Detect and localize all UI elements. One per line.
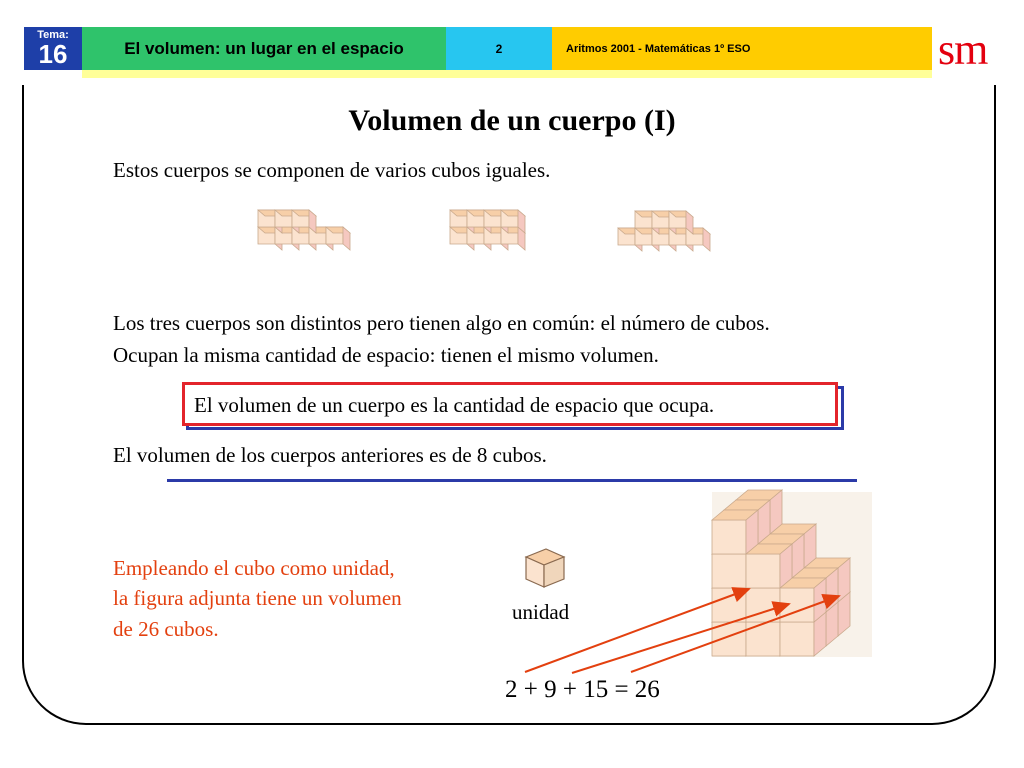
tema-number: 16: [38, 39, 68, 69]
red-text-line-2: la figura adjunta tiene un volumen: [113, 586, 402, 610]
logo-text: sm: [938, 25, 988, 74]
intro-text: Estos cuerpos se componen de varios cubos iguales.: [113, 158, 551, 182]
tema-label: Tema:: [37, 29, 69, 41]
definition-text: El volumen de un cuerpo es la cantidad de espacio que ocupa.: [194, 393, 715, 417]
volume-equation: 2 + 9 + 15 = 26: [505, 676, 660, 703]
book-title: Aritmos 2001 - Matemáticas 1º ESO: [552, 27, 932, 70]
chapter-title: El volumen: un lugar en el espacio: [82, 27, 446, 70]
red-text-line-3: de 26 cubos.: [113, 617, 219, 641]
page-number: 2: [446, 27, 552, 70]
slide-title: Volumen de un cuerpo (I): [348, 104, 676, 137]
arrow-2: [525, 589, 749, 672]
red-text-line-1: Empleando el cubo como unidad,: [113, 556, 395, 580]
paragraph-line-1: Los tres cuerpos son distintos pero tienen algo en común: el número de cubos.: [113, 311, 770, 335]
conclusion-text: El volumen de los cuerpos anteriores es de 8 cubos.: [113, 443, 547, 467]
unit-label: unidad: [512, 600, 570, 624]
paragraph-line-2: Ocupan la misma cantidad de espacio: tienen el mismo volumen.: [113, 343, 659, 367]
arrow-15: [631, 596, 839, 672]
